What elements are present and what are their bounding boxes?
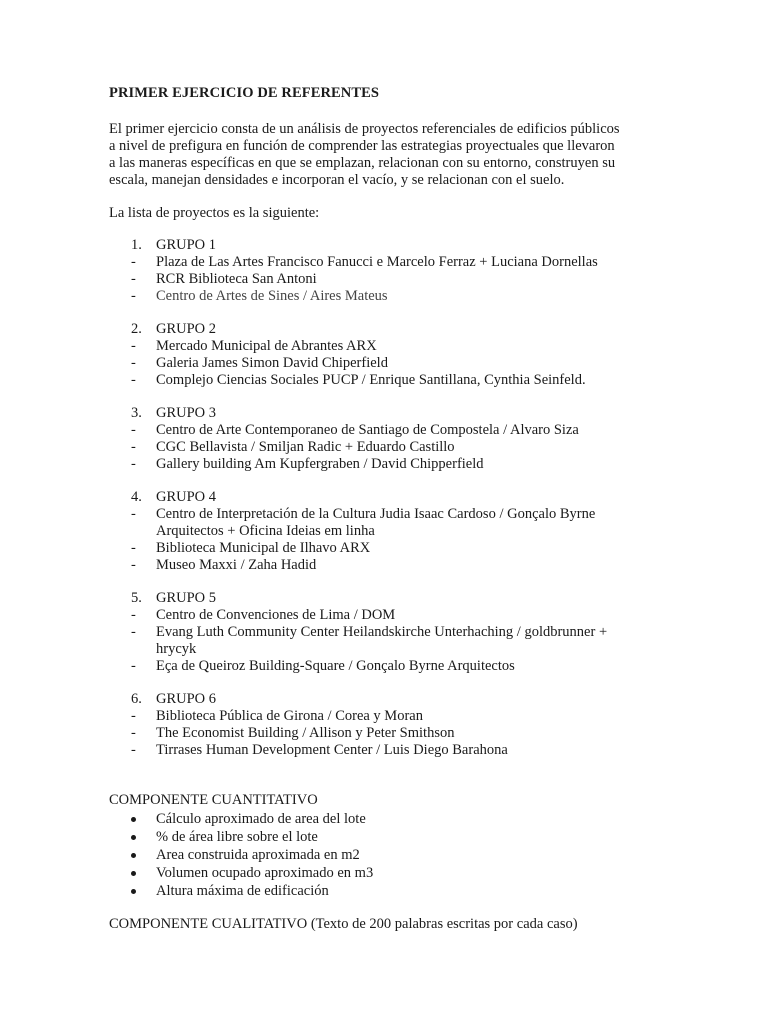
group-label: GRUPO 2	[156, 321, 217, 337]
list-item: - Galeria James Simon David Chiperfield	[131, 355, 388, 371]
list-item: - Plaza de Las Artes Francisco Fanucci e Marcelo Ferraz + Luciana Dornellas	[131, 254, 598, 270]
quantitative-heading: COMPONENTE CUANTITATIVO	[109, 792, 318, 808]
list-item: - CGC Bellavista / Smiljan Radic + Eduardo Castillo	[131, 439, 455, 455]
list-item: - Museo Maxxi / Zaha Hadid	[131, 557, 317, 573]
bullet-item: % de área libre sobre el lote	[0, 828, 768, 846]
group-number: 5.	[131, 590, 142, 606]
group-label: GRUPO 6	[156, 691, 217, 707]
bullet-item: Area construida aproximada en m2	[0, 846, 768, 864]
intro-paragraph	[109, 121, 649, 189]
group-heading	[0, 321, 768, 338]
list-item: - Centro de Artes de Sines / Aires Mateus	[131, 288, 388, 304]
group-number: 4.	[131, 489, 142, 505]
bullet-icon	[131, 889, 136, 894]
group-label: GRUPO 3	[156, 405, 217, 421]
list-intro: La lista de proyectos es la siguiente:	[109, 205, 320, 221]
group-number: 3.	[131, 405, 142, 421]
list-item-continuation: hrycyk	[156, 641, 197, 657]
paragraph-line: El primer ejercicio consta de un análisis de proyectos referenciales de edificios públicos	[109, 121, 620, 137]
group-heading	[0, 590, 768, 607]
group-4	[0, 489, 768, 574]
list-item: - Centro de Convenciones de Lima / DOM	[131, 607, 396, 623]
bullet-icon	[131, 835, 136, 840]
list-item: - Mercado Municipal de Abrantes ARX	[131, 338, 377, 354]
document-title: PRIMER EJERCICIO DE REFERENTES	[109, 85, 380, 101]
bullet-icon	[131, 817, 136, 822]
bullet-icon	[131, 871, 136, 876]
group-label: GRUPO 4	[156, 489, 217, 505]
list-item: - Tirrases Human Development Center / Luis Diego Barahona	[131, 742, 508, 758]
quantitative-list	[0, 810, 768, 900]
bullet-item: Cálculo aproximado de area del lote	[0, 810, 768, 828]
qualitative-heading: COMPONENTE CUALITATIVO (Texto de 200 palabras escritas por cada caso)	[109, 916, 578, 932]
list-item: - Centro de Arte Contemporaneo de Santiago de Compostela / Alvaro Siza	[131, 422, 579, 438]
paragraph-line: a las maneras específicas en que se emplazan, relacionan con su entorno, construyen su	[109, 155, 616, 171]
list-item: - RCR Biblioteca San Antoni	[131, 271, 317, 287]
paragraph-line: a nivel de prefigura en función de comprender las estrategias proyectuales que llevaron	[109, 138, 615, 154]
bullet-item: Volumen ocupado aproximado en m3	[0, 864, 768, 882]
group-number: 1.	[131, 237, 142, 253]
group-heading	[0, 237, 768, 254]
group-number: 6.	[131, 691, 142, 707]
list-item: - Complejo Ciencias Sociales PUCP / Enrique Santillana, Cynthia Seinfeld.	[131, 372, 586, 388]
list-item: - Centro de Interpretación de la Cultura Judia Isaac Cardoso / Gonçalo Byrne	[131, 506, 596, 522]
list-item: - The Economist Building / Allison y Peter Smithson	[131, 725, 455, 741]
group-label: GRUPO 5	[156, 590, 217, 606]
group-heading	[0, 405, 768, 422]
group-6	[0, 691, 768, 759]
group-number: 2.	[131, 321, 142, 337]
group-heading	[0, 691, 768, 708]
group-label: GRUPO 1	[156, 237, 217, 253]
paragraph-line: escala, manejan densidades e incorporan el vacío, y se relacionan con el suelo.	[109, 172, 565, 188]
bullet-item: Altura máxima de edificación	[0, 882, 768, 900]
group-5	[0, 590, 768, 675]
group-3	[0, 405, 768, 473]
list-item: - Biblioteca Pública de Girona / Corea y Moran	[131, 708, 423, 724]
list-item: - Evang Luth Community Center Heilandskirche Unterhaching / goldbrunner +	[131, 624, 608, 640]
list-item: - Biblioteca Municipal de Ilhavo ARX	[131, 540, 371, 556]
group-heading	[0, 489, 768, 506]
group-1	[0, 237, 768, 305]
list-item-continuation: Arquitectos + Oficina Ideias em linha	[156, 523, 375, 539]
list-item: - Gallery building Am Kupfergraben / David Chipperfield	[131, 456, 484, 472]
group-2	[0, 321, 768, 389]
bullet-icon	[131, 853, 136, 858]
list-item: - Eça de Queiroz Building-Square / Gonçalo Byrne Arquitectos	[131, 658, 515, 674]
